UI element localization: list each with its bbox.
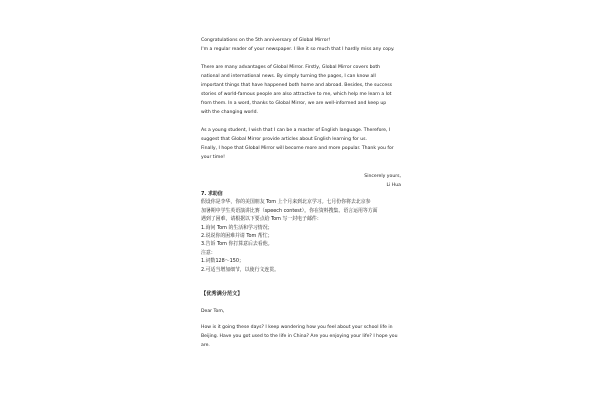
text-line: suggest that Global Mirror provide articles about English learning for us. [201,136,367,142]
text-line: Finally, I hope that Global Mirror will become more and more popular. Thank you for [201,145,394,151]
signature: Li Hua [386,182,401,188]
sample-paragraph-1 [201,324,401,351]
task-line: 加暑期中学生英语演讲比赛（speech contest）。你在资料搜集、语言运用等方面 [201,207,378,214]
text-line: Congratulations on the 5th anniversary of Global Mirror! [201,38,331,43]
sample-salutation: Dear Tom, [201,309,225,314]
text-line: important things that have happened both home and abroad. Besides, the success [201,82,392,88]
sample-heading: 【优秀满分范文】 [201,291,243,297]
text-line: with the changing world. [201,109,258,115]
task-line: 1.词数128～150； [201,258,244,265]
letter-paragraph-2 [201,64,401,117]
letter-paragraph-1 [201,37,401,55]
task-line: 1.询问 Tom 的生活和学习情况； [201,224,273,231]
task-line: 2.说说你的困难并请 Tom 帮忙； [201,233,273,240]
task-line: 2.可适当增加细节，以使行文连贯。 [201,266,280,273]
text-line: from them. In a word, thanks to Global Mirror, we are well-informed and keep up [201,100,387,106]
task-line: 3.告诉 Tom 你打算意后去看他。 [201,241,273,248]
letter-signoff [201,173,401,191]
task-line: 假设你是李华，你的美国朋友 Tom 上个月来到北京学习。七月份你将去北京参 [201,199,371,206]
text-line: national and international news. By simply turning the pages, I can know all [201,73,376,79]
task-line: 遇到了困难，请根据以下要点给 Tom 写一封电子邮件： [201,216,322,223]
text-line: stories of world-famous people are also attractive to me, which help me learn a lot [201,91,392,97]
closing: Sincerely yours, [364,174,401,179]
letter-paragraph-3 [201,127,401,163]
text-line: are. [201,342,210,348]
writing-task [201,190,401,274]
text-line: There are many advantages of Global Mirror. Firstly, Global Mirror covers both [201,65,381,70]
task-line: 注意： [201,249,216,256]
text-line: I'm a regular reader of your newspaper. I like it so much that I hardly miss any copy. [201,46,395,52]
text-line: Beijing. Have you got used to the life in China? Are you enjoying your life? I hope you [201,333,398,339]
text-line: As a young student, I wish that I can be a master of English language. Therefore, I [201,128,391,133]
text-line: How is it going these days? I keep wondering how you feel about your school life in [201,325,393,330]
text-line: your time! [201,154,226,160]
task-title: 7. 求助信 [201,191,223,197]
